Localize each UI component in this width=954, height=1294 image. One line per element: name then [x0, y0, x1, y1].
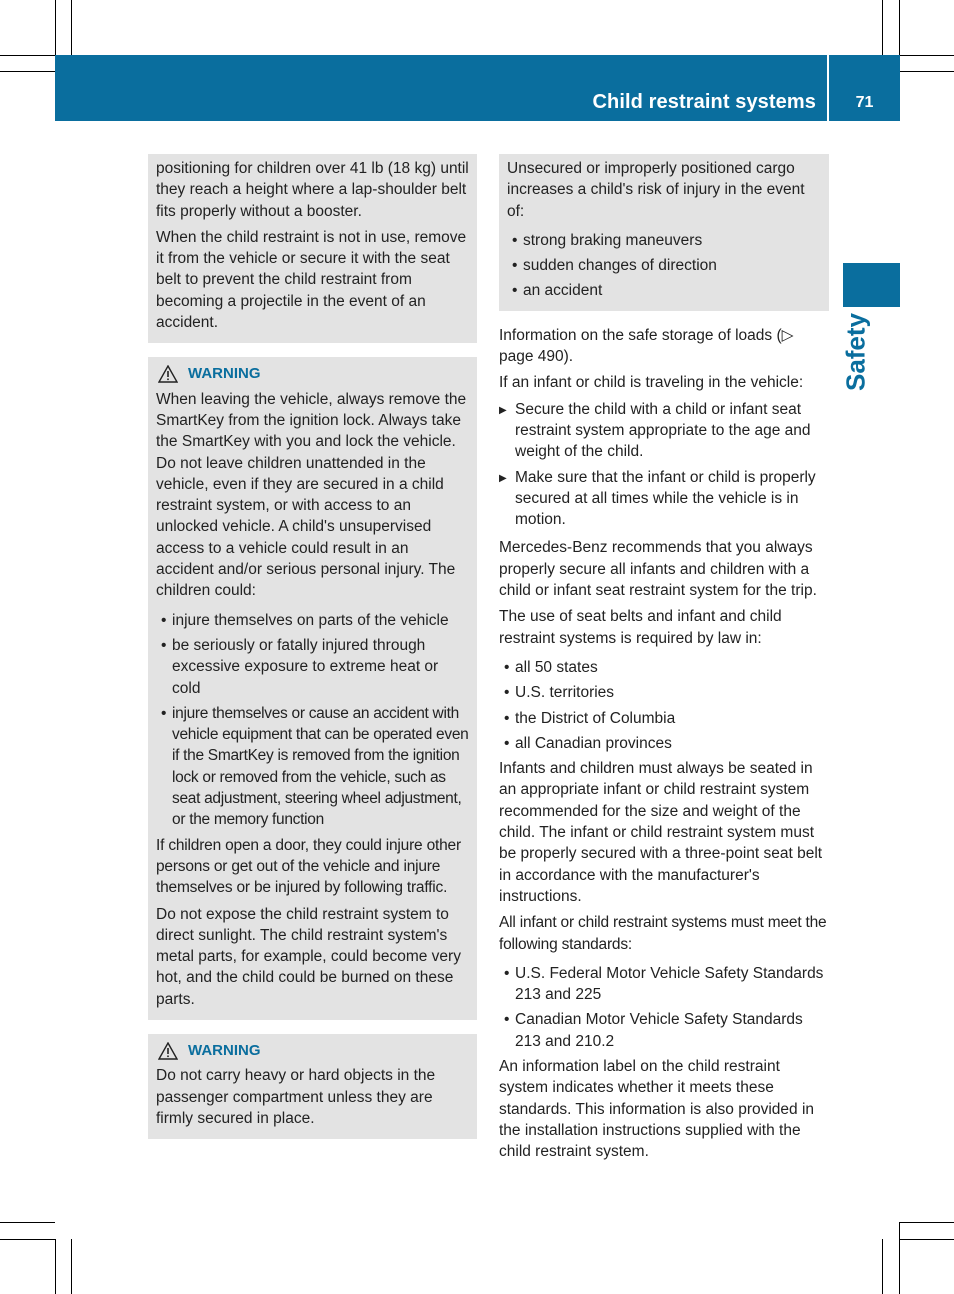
- list-item: • injure themselves on parts of the vehicle: [156, 610, 469, 631]
- list-item: • sudden changes of direction: [507, 255, 821, 276]
- recommend-paragraph: Mercedes-Benz recommends that you always properly secure all infants and children with a child or infant seat restraint system for the trip.: [499, 539, 817, 600]
- crop-mark: [899, 55, 954, 56]
- section-tab: [843, 263, 900, 307]
- right-column: [499, 154, 829, 1167]
- page-number: 71: [855, 94, 874, 111]
- warning-box: [148, 1034, 477, 1139]
- warning-title: WARNING: [188, 1041, 261, 1059]
- cargo-bullet-list: [507, 230, 821, 302]
- list-item: • the District of Columbia: [499, 708, 829, 729]
- standards-bullet-list: [499, 963, 829, 1052]
- crop-mark: [71, 1239, 72, 1294]
- list-item: • U.S. Federal Motor Vehicle Safety Standards 213 and 225: [499, 963, 829, 1006]
- cargo-paragraph: Unsecured or improperly positioned cargo increases a child's risk of injury in the event of:: [507, 160, 805, 220]
- standards-intro: All infant or child restraint systems must meet the following standards:: [499, 914, 827, 953]
- crop-mark: [899, 1222, 900, 1294]
- crop-mark: [899, 0, 900, 55]
- list-item: • strong braking maneuvers: [507, 230, 821, 251]
- crop-mark: [882, 1239, 883, 1294]
- crop-mark: [55, 0, 56, 55]
- list-item: • U.S. territories: [499, 682, 829, 703]
- storage-info: Information on the safe storage of loads (▷ page 490).: [499, 326, 794, 366]
- warning-heading: [156, 1040, 469, 1061]
- left-column: [148, 154, 477, 1153]
- warning-heading: [156, 363, 469, 384]
- crop-mark: [899, 71, 954, 72]
- steps-list: [499, 399, 829, 531]
- warning-paragraph: If children open a door, they could injure other persons or get out of the vehicle and injure themselves or be injured by following traffic.: [156, 836, 461, 897]
- law-bullet-list: [499, 657, 829, 754]
- seating-paragraph: Infants and children must always be seated in an appropriate infant or child restraint system recommended for the size and weight of the child. The infant or child restraint system must be properly secured with a three-point seat belt in accordance with the manufacturer's instructions.: [499, 760, 823, 905]
- warning-box: [148, 357, 477, 1020]
- law-intro: The use of seat belts and infant and child restraint systems is required by law in:: [499, 608, 782, 647]
- crop-mark: [0, 1222, 55, 1223]
- list-item: • an accident: [507, 280, 821, 301]
- list-item: • injure themselves or cause an accident with vehicle equipment that can be operated even if the SmartKey is removed from the ignition lock or removed from the vehicle, such as seat adjustment, steering wheel adjustment, or the memory function: [156, 703, 469, 831]
- warning-paragraph: When leaving the vehicle, always remove the SmartKey from the ignition lock. Always take the SmartKey with you and lock the vehicle. Do not leave children unattended in the vehicle, even if they are secured in a child restraint system, or with access to an unlocked vehicle. A child's unsupervised access to a vehicle could result in an accident and/or serious personal injury. The children could:: [156, 390, 467, 600]
- intro-paragraph: positioning for children over 41 lb (18 kg) until they reach a height where a lap-shoulder belt fits properly without a booster.: [156, 160, 469, 220]
- crop-mark: [882, 0, 883, 55]
- list-item: • all 50 states: [499, 657, 829, 678]
- crop-mark: [0, 1239, 55, 1240]
- warning-title: WARNING: [188, 365, 261, 383]
- crop-mark: [899, 1222, 954, 1223]
- crop-mark: [899, 1239, 954, 1240]
- infant-intro: If an infant or child is traveling in the vehicle:: [499, 374, 804, 392]
- list-item: • be seriously or fatally injured through excessive exposure to extreme heat or cold: [156, 635, 469, 699]
- side-section-label: Safety: [840, 312, 871, 392]
- crop-mark: [55, 1239, 56, 1294]
- crop-mark: [0, 71, 55, 72]
- warning-paragraph: Do not expose the child restraint system to direct sunlight. The child restraint system's metal parts, for example, could become very hot, and the child could be burned on these parts.: [156, 905, 461, 1008]
- warning-triangle-icon: [158, 365, 178, 383]
- crop-mark: [71, 0, 72, 55]
- list-item: ▶ Make sure that the infant or child is properly secured at all times while the vehicle is in motion.: [499, 467, 829, 531]
- intro-box: [148, 154, 477, 343]
- list-item: • all Canadian provinces: [499, 733, 829, 754]
- warning-paragraph: Do not carry heavy or hard objects in the passenger compartment unless they are firmly secured in place.: [156, 1067, 436, 1127]
- warning-triangle-icon: [158, 1042, 178, 1060]
- page-header: [55, 55, 900, 121]
- warning-bullet-list: [156, 610, 469, 831]
- cargo-box: [499, 154, 829, 311]
- list-item: • Canadian Motor Vehicle Safety Standards 213 and 210.2: [499, 1009, 829, 1052]
- crop-mark: [0, 55, 55, 56]
- label-info-paragraph: An information label on the child restraint system indicates whether it meets these standards. This information is also provided in the installation instructions supplied with the child restraint system.: [499, 1057, 815, 1161]
- section-title: Child restraint systems: [592, 91, 816, 113]
- intro-paragraph: When the child restraint is not in use, remove it from the vehicle or secure it with the seat belt to prevent the child restraint from becoming a projectile in the event of an accident.: [156, 228, 467, 332]
- list-item: ▶ Secure the child with a child or infant seat restraint system appropriate to the age and weight of the child.: [499, 399, 829, 463]
